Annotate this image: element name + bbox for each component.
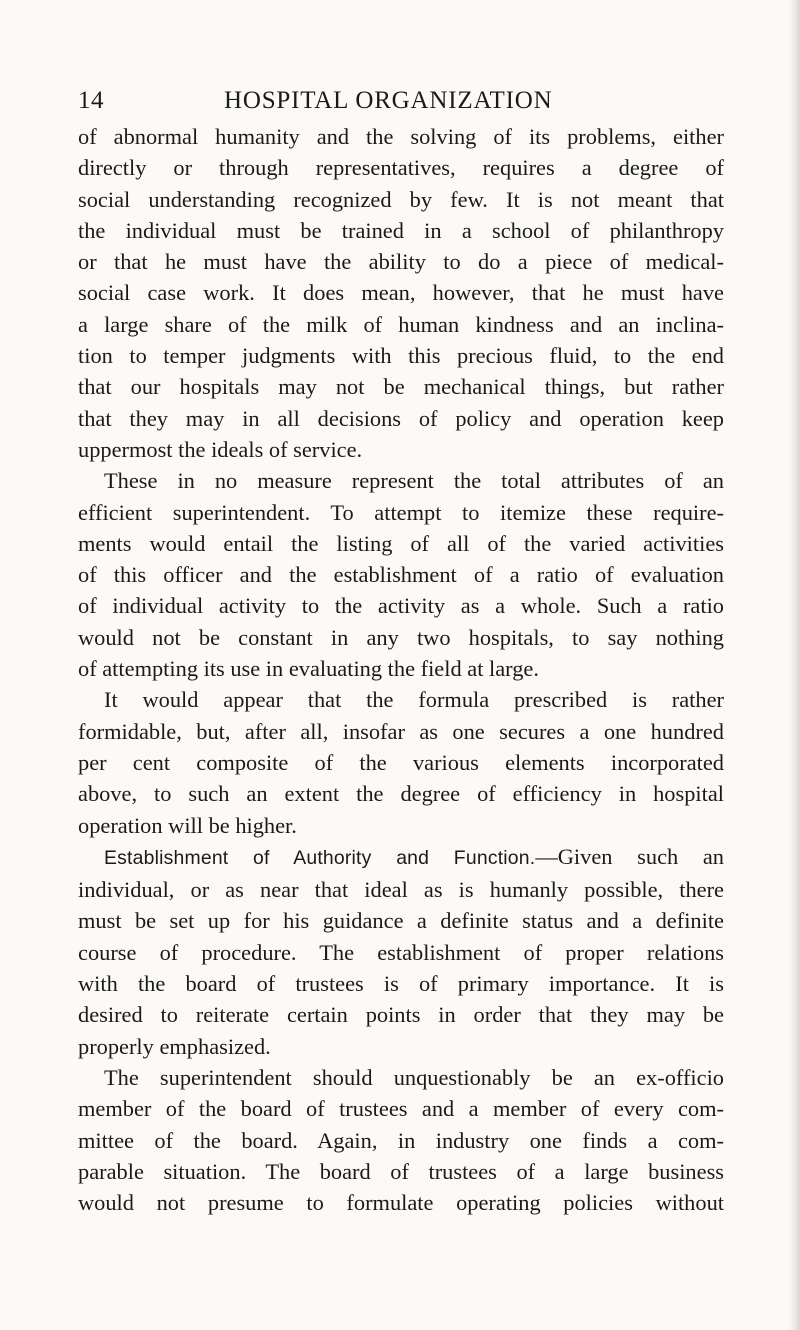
body-text — [78, 121, 724, 1218]
text-line: that our hospitals may not be mechanical things, but rather — [78, 374, 724, 400]
text-line: desired to reiterate certain points in order that they may be — [78, 1002, 724, 1028]
text-line: of individual activity to the activity as a whole. Such a ratio — [78, 593, 724, 619]
text-line: would not be constant in any two hospitals, to say nothing — [78, 624, 724, 650]
text-line: must be set up for his guidance a definite status and a definite — [78, 908, 724, 934]
text-line: or that he must have the ability to do a piece of medical- — [78, 249, 724, 275]
text-line: of abnormal humanity and the solving of its problems, either — [78, 124, 724, 149]
text-line: parable situation. The board of trustees of a large business — [78, 1158, 724, 1184]
text-line: These in no measure represent the total attributes of an — [104, 468, 724, 494]
text-line: —Given such an — [535, 843, 725, 869]
section-heading: Establishment of Authority and Function. — [104, 846, 536, 869]
text-line: per cent composite of the various elements incorporated — [78, 749, 724, 775]
text-line: course of procedure. The establishment of proper relations — [78, 939, 724, 965]
text-line: would not presume to formulate operating policies without — [78, 1190, 724, 1216]
page-edge-shadow — [788, 0, 800, 1330]
text-line: with the board of trustees is of primary importance. It is — [78, 971, 724, 997]
text-line: operation will be higher. — [78, 812, 297, 838]
text-line: that they may in all decisions of policy and operation keep — [78, 405, 724, 431]
section-heading-line — [78, 841, 724, 874]
text-line: The superintendent should unquestionably be an ex-officio — [104, 1064, 724, 1090]
page-header — [78, 81, 724, 121]
text-line: individual, or as near that ideal as is humanly possible, there — [78, 877, 724, 903]
text-line: member of the board of trustees and a member of every com- — [78, 1096, 724, 1122]
text-line: directly or through representatives, requires a degree of — [78, 155, 724, 181]
text-line: social understanding recognized by few. It is not meant that — [78, 186, 724, 212]
text-line: properly emphasized. — [78, 1033, 271, 1059]
text-line: above, to such an extent the degree of efficiency in hospital — [78, 781, 724, 807]
text-line: It would appear that the formula prescribed is rather — [104, 687, 724, 713]
running-head: HOSPITAL ORGANIZATION — [224, 87, 553, 114]
text-line: efficient superintendent. To attempt to itemize these require- — [78, 499, 724, 525]
text-line: formidable, but, after all, insofar as one secures a one hundred — [78, 718, 724, 744]
text-line: a large share of the milk of human kindness and an inclina- — [78, 311, 724, 337]
page-number: 14 — [78, 87, 104, 114]
text-line: social case work. It does mean, however, that he must have — [78, 280, 724, 306]
text-line: tion to temper judgments with this precious fluid, to the end — [78, 343, 724, 369]
text-line: of this officer and the establishment of a ratio of evaluation — [78, 562, 724, 588]
text-line: ments would entail the listing of all of the varied activities — [78, 530, 724, 556]
text-line: of attempting its use in evaluating the field at large. — [78, 656, 539, 682]
text-line: mittee of the board. Again, in industry one finds a com- — [78, 1127, 724, 1153]
text-line: the individual must be trained in a school of philanthropy — [78, 217, 724, 243]
text-line: uppermost the ideals of service. — [78, 436, 363, 462]
